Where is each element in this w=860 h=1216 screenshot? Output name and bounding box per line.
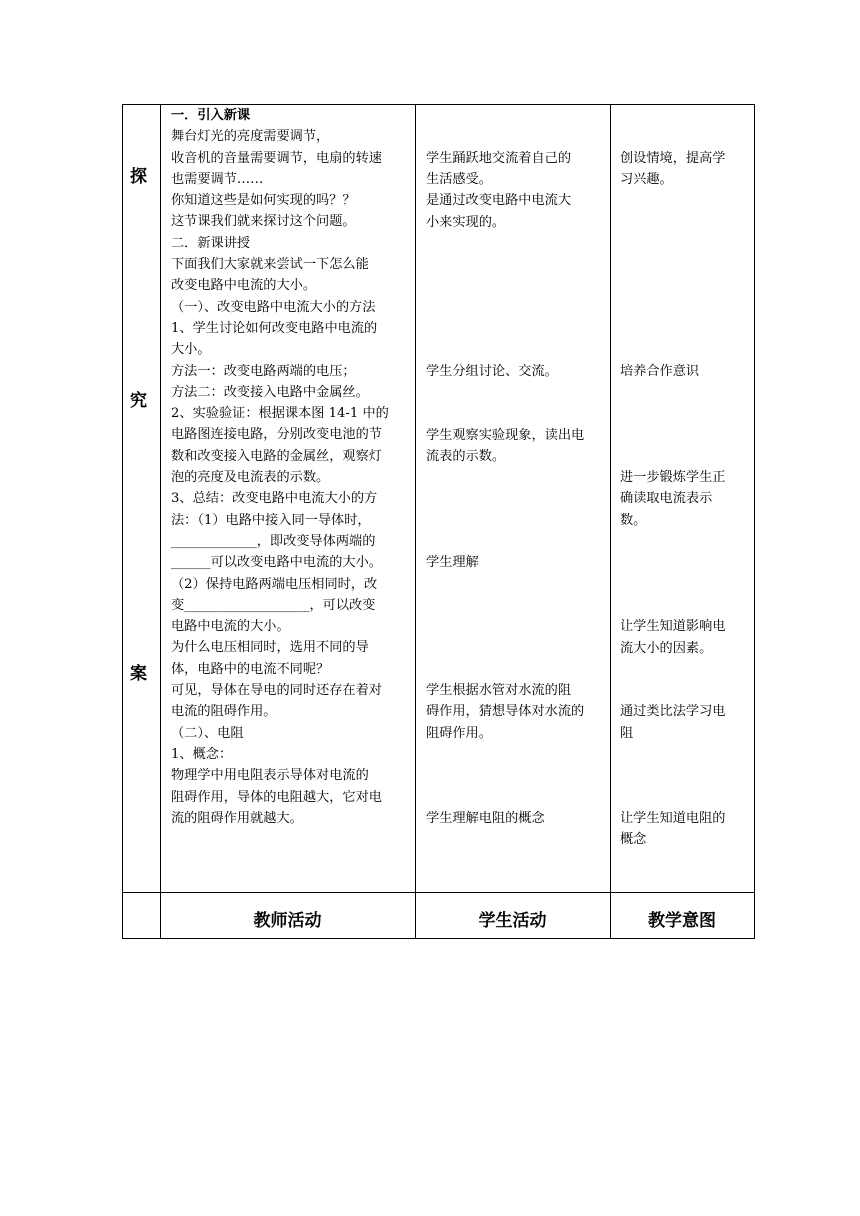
teacher-line: 改变电路中电流的大小。: [171, 278, 317, 294]
teaching-intent-line: 数。: [620, 512, 647, 528]
table-border-bottom: [122, 938, 755, 939]
table-row-divider: [122, 892, 755, 893]
teaching-intent-line: 概念: [620, 832, 647, 848]
teacher-line: 为什么电压相同时，选用不同的导: [171, 640, 369, 656]
teacher-line: （二）、电阻: [171, 725, 244, 741]
footer-student-activity: 学生活动: [478, 911, 547, 931]
table-border-left: [122, 104, 123, 939]
lesson-table: [122, 104, 755, 939]
teacher-line: 方法二：改变接入电路中金属丝。: [171, 384, 369, 400]
teacher-line: 大小。: [171, 342, 211, 358]
teaching-intent-line: 阻: [620, 725, 634, 741]
teacher-line: 流的阻碍作用就越大。: [171, 810, 303, 826]
teacher-line: 舞台灯光的亮度需要调节，: [171, 129, 330, 145]
teacher-line: 也需要调节……: [171, 171, 264, 187]
teacher-line: 一．引入新课: [171, 108, 251, 123]
teacher-line: 物理学中用电阻表示导体对电流的: [171, 768, 369, 784]
student-activity-line: 学生理解电阻的概念: [426, 810, 545, 826]
teacher-line: 1、概念：: [171, 746, 233, 762]
teacher-line: （一）、改变电路中电流大小的方法: [171, 299, 376, 315]
teacher-line: 方法一：改变电路两端的电压；: [171, 363, 356, 379]
student-activity-line: 学生踊跃地交流着自己的: [426, 150, 572, 166]
teacher-line: 2、实验验证：根据课本图 14-1 中的: [171, 406, 389, 422]
footer-teaching-intent: 教学意图: [648, 911, 716, 931]
teacher-activity-column: [171, 105, 389, 829]
student-activity-line: 学生理解: [426, 555, 479, 571]
student-activity-line: 碍作用，猜想导体对水流的: [426, 704, 585, 720]
student-activity-line: 小来实现的。: [426, 214, 506, 230]
teaching-intent-line: 创设情境，提高学: [620, 150, 726, 166]
student-activity-line: 流表的示数。: [426, 448, 506, 464]
side-label-an: 案: [130, 664, 147, 684]
teacher-line: 泡的亮度及电流表的示数。: [171, 470, 330, 486]
teacher-line: 这节课我们就来探讨这个问题。: [171, 214, 356, 230]
student-activity-line: 是通过改变电路中电流大: [426, 193, 572, 209]
teacher-line: 电路图连接电路，分别改变电池的节: [171, 427, 382, 443]
table-border-right: [754, 104, 755, 939]
teacher-line: 收音机的音量需要调节，电扇的转速: [171, 150, 382, 166]
teacher-line: 数和改变接入电路的金属丝，观察灯: [171, 448, 382, 464]
teacher-line: 二．新课讲授: [171, 235, 251, 251]
student-activity-line: 学生分组讨论、交流。: [426, 363, 558, 379]
teacher-line: 体，电路中的电流不同呢？: [171, 661, 330, 677]
teacher-line: （2）保持电路两端电压相同时，改: [171, 576, 378, 592]
table-divider-3: [610, 104, 611, 939]
teacher-line: 法：（1）电路中接入同一导体时，: [171, 512, 371, 528]
footer-teacher-activity: 教师活动: [253, 911, 322, 931]
teacher-line: 1、学生讨论如何改变电路中电流的: [171, 320, 378, 336]
student-activity-line: 学生根据水管对水流的阻: [426, 683, 572, 699]
teacher-line: 变___________________，可以改变: [171, 597, 376, 613]
teaching-intent-line: 流大小的因素。: [620, 640, 713, 656]
teacher-line: 你知道这些是如何实现的吗？？: [171, 193, 356, 209]
teacher-line: ______可以改变电路中电流的大小。: [171, 555, 382, 571]
table-divider-1: [160, 104, 161, 939]
teaching-intent-line: 确读取电流表示: [620, 491, 713, 507]
teacher-line: 阻碍作用，导体的电阻越大，它对电: [171, 789, 382, 805]
side-label-tan: 探: [130, 167, 147, 187]
student-activity-line: 生活感受。: [426, 171, 492, 187]
teaching-intent-line: 进一步锻炼学生正: [620, 470, 726, 486]
student-activity-line: 学生观察实验现象，读出电: [426, 427, 585, 443]
teacher-line: 下面我们大家就来尝试一下怎么能: [171, 257, 369, 273]
teaching-intent-line: 让学生知道电阻的: [620, 810, 726, 826]
teacher-line: 可见，导体在导电的同时还存在着对: [171, 683, 382, 699]
side-label-jiu: 究: [130, 391, 147, 411]
teaching-intent-line: 通过类比法学习电: [620, 704, 726, 720]
table-divider-2: [415, 104, 416, 939]
teacher-line: _____________，即改变导体两端的: [171, 533, 376, 549]
teacher-line: 电流的阻碍作用。: [171, 704, 277, 720]
teacher-line: 3、总结：改变电路中电流大小的方: [171, 491, 378, 507]
teacher-line: 电路中电流的大小。: [171, 619, 290, 635]
teaching-intent-line: 培养合作意识: [620, 363, 700, 379]
teaching-intent-line: 习兴趣。: [620, 171, 673, 187]
teaching-intent-line: 让学生知道影响电: [620, 619, 726, 635]
student-activity-line: 阻碍作用。: [426, 725, 492, 741]
